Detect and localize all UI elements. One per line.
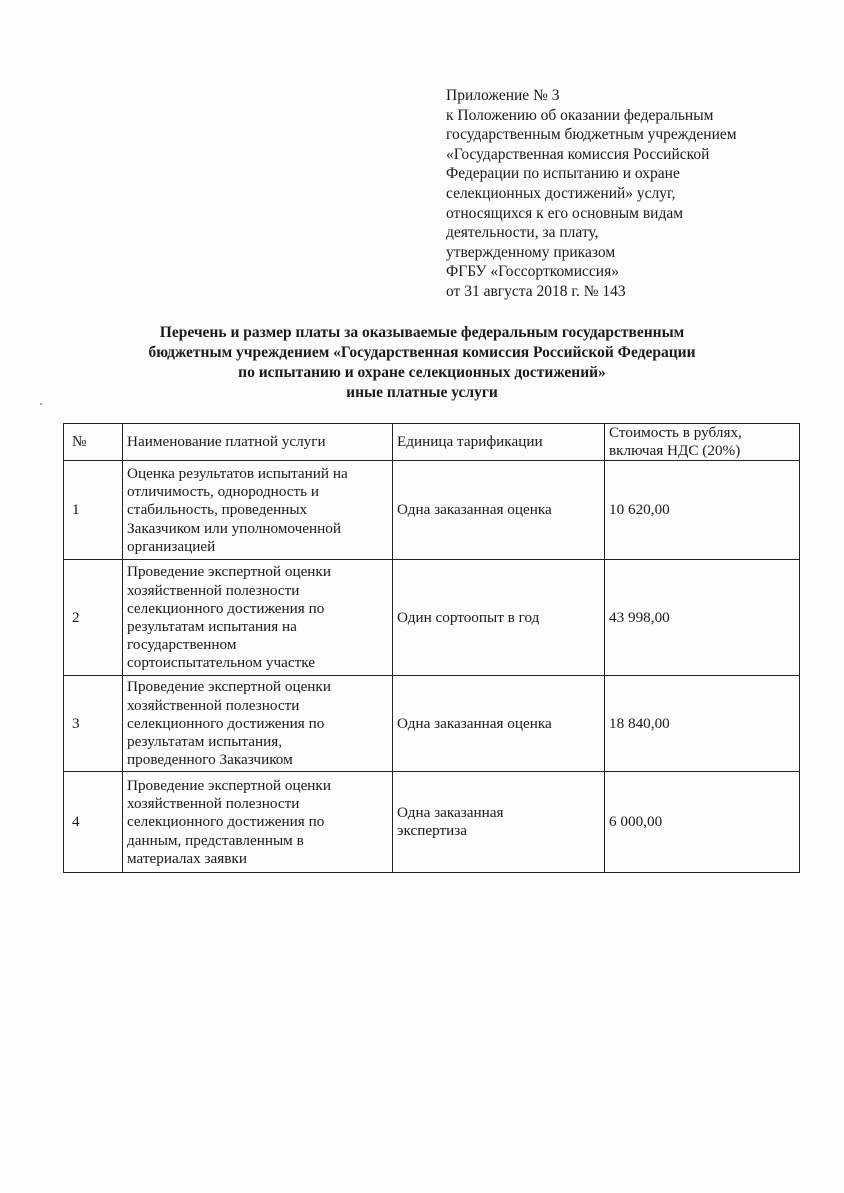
appendix-block bbox=[446, 86, 737, 302]
appendix-line: относящихся к его основным видам bbox=[446, 204, 684, 222]
name-line: Проведение экспертной оценки bbox=[127, 776, 331, 794]
header-unit: Единица тарификации bbox=[393, 424, 605, 461]
name-line: Проведение экспертной оценки bbox=[127, 678, 331, 696]
title-line: по испытанию и охране селекционных достижений» bbox=[238, 364, 606, 381]
row-num: 2 bbox=[64, 560, 123, 676]
row-cost: 43 998,00 bbox=[605, 560, 800, 676]
name-line: хозяйственной полезности bbox=[127, 696, 300, 714]
scan-speck bbox=[40, 403, 42, 405]
row-num: 3 bbox=[64, 676, 123, 772]
row-unit bbox=[393, 772, 605, 873]
unit-line: Один сортоопыт в год bbox=[397, 608, 540, 626]
name-line: материалах заявки bbox=[127, 849, 247, 867]
row-unit bbox=[393, 461, 605, 560]
table-row bbox=[64, 461, 800, 560]
row-unit bbox=[393, 560, 605, 676]
row-name bbox=[123, 461, 393, 560]
row-num: 1 bbox=[64, 461, 123, 560]
name-line: хозяйственной полезности bbox=[127, 795, 300, 813]
name-line: отличимость, однородность и bbox=[127, 483, 320, 501]
header-num: № bbox=[64, 424, 123, 461]
name-line: результатам испытания, bbox=[127, 733, 282, 750]
title-line: иные платные услуги bbox=[346, 384, 498, 401]
appendix-line: деятельности, за плату, bbox=[446, 224, 599, 242]
name-line: селекционного достижения по bbox=[127, 813, 325, 831]
appendix-line: Приложение № 3 bbox=[446, 87, 560, 104]
table-row bbox=[64, 772, 800, 873]
unit-line: Одна заказанная оценка bbox=[397, 501, 552, 519]
appendix-line: селекционных достижений» услуг, bbox=[446, 184, 676, 202]
name-line: результатам испытания на bbox=[127, 617, 297, 635]
unit-line: Одна заказанная оценка bbox=[397, 714, 552, 732]
name-line: хозяйственной полезности bbox=[127, 581, 300, 599]
name-line: государственном bbox=[127, 636, 237, 654]
row-name bbox=[123, 676, 393, 772]
table-row bbox=[64, 676, 800, 772]
name-line: Проведение экспертной оценки bbox=[127, 563, 331, 581]
unit-line: экспертиза bbox=[397, 822, 468, 840]
name-line: Заказчиком или уполномоченной bbox=[127, 519, 341, 537]
name-line: селекционного достижения по bbox=[127, 599, 325, 617]
appendix-line: от 31 августа 2018 г. № 143 bbox=[446, 282, 626, 300]
row-unit bbox=[393, 676, 605, 772]
appendix-line: ФГБУ «Госсорткомиссия» bbox=[446, 263, 619, 281]
header-name: Наименование платной услуги bbox=[123, 424, 393, 461]
name-line: данным, представленным в bbox=[127, 831, 304, 849]
appendix-line: «Государственная комиссия Российской bbox=[446, 145, 710, 163]
table-header-row bbox=[64, 424, 800, 461]
name-line: организацией bbox=[127, 537, 216, 555]
title-line: Перечень и размер платы за оказываемые федеральным государственным bbox=[159, 324, 685, 341]
header-cost bbox=[605, 424, 800, 461]
name-line: проведенного Заказчиком bbox=[127, 751, 293, 769]
appendix-line: государственным бюджетным учреждением bbox=[446, 126, 737, 144]
appendix-line: Федерации по испытанию и охране bbox=[446, 165, 680, 183]
name-line: селекционного достижения по bbox=[127, 714, 325, 732]
row-num: 4 bbox=[64, 772, 123, 873]
row-cost: 10 620,00 bbox=[605, 461, 800, 560]
table-row bbox=[64, 560, 800, 676]
header-cost-line: включая НДС (20%) bbox=[609, 442, 741, 460]
header-cost-line: Стоимость в рублях, bbox=[609, 424, 742, 441]
name-line: стабильность, проведенных bbox=[127, 501, 308, 519]
row-name bbox=[123, 560, 393, 676]
row-name bbox=[123, 772, 393, 873]
name-line: Оценка результатов испытаний на bbox=[127, 464, 348, 482]
services-table bbox=[63, 423, 800, 873]
document-title bbox=[0, 323, 844, 403]
name-line: сортоиспытательном участке bbox=[127, 654, 315, 672]
unit-line: Одна заказанная bbox=[397, 804, 504, 822]
appendix-line: к Положению об оказании федеральным bbox=[446, 106, 714, 124]
title-line: бюджетным учреждением «Государственная комиссия Российской Федерации bbox=[148, 344, 696, 361]
row-cost: 6 000,00 bbox=[605, 772, 800, 873]
row-cost: 18 840,00 bbox=[605, 676, 800, 772]
appendix-line: утвержденному приказом bbox=[446, 243, 616, 261]
